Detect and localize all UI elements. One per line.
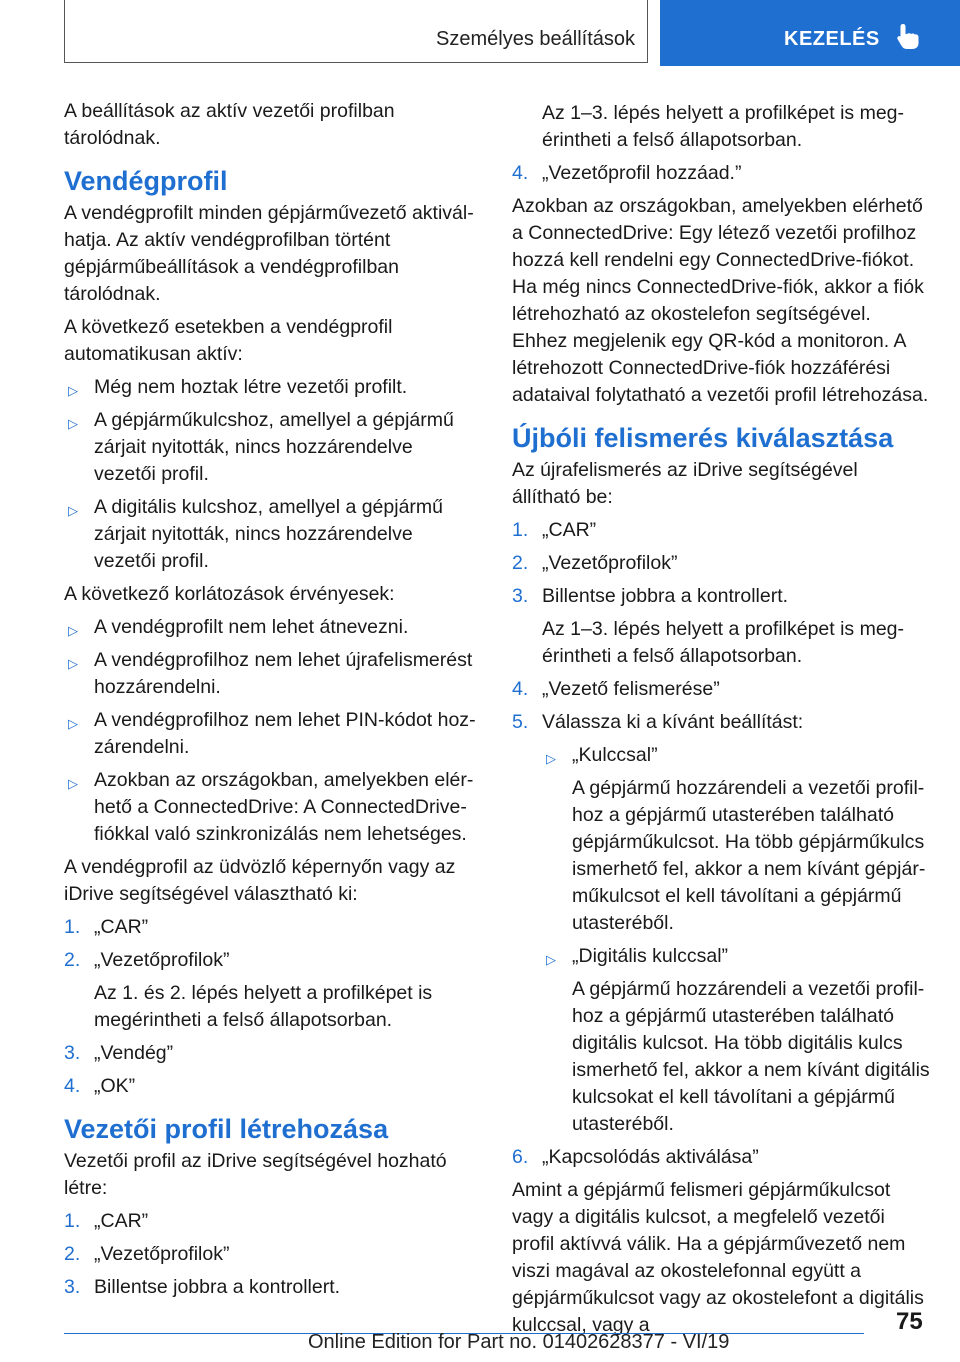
step-item: 6. „Kapcsolódás aktiválása” bbox=[512, 1146, 759, 1168]
chapter-tab bbox=[660, 0, 960, 66]
step-item: 2. „Vezetőprofilok” bbox=[512, 552, 678, 574]
create-step-note: Az 1–3. lépés helyett a profilképet is megérintheti a felső állapotsorban. bbox=[542, 102, 905, 151]
triangle-bullet-icon: ▷ bbox=[68, 383, 78, 398]
triangle-bullet-icon: ▷ bbox=[68, 776, 78, 791]
list-item: ▷ A vendégprofilt nem lehet átnevezni. bbox=[64, 614, 476, 641]
option-desc: A gépjármű hozzárendeli a vezetői profilhoz a gépjármű utasterében található gépjárműkulcsot. Ha több gépjárműkulcs ismerhető fel, akkor a nem kívánt gépjárműkulcsot el kell távolítani a gépjármű utasteréből. bbox=[572, 777, 926, 934]
step-item: 2. „Vezetőprofilok” bbox=[64, 1243, 230, 1265]
connecteddrive-text: Azokban az országokban, amelyekben elérhető a ConnectedDrive: Egy létező vezetői profilhoz hozzá kell rendelni egy ConnectedDrive-fiókot. Ha még nincs ConnectedDrive-fiók, akkor a fiók létrehozható az okostelefon segítségével. Ehhez megjelenik egy QR-kód a monitoron. A létrehozott ConnectedDrive-fiók hozzáférési adataival folytatható a vezetői profil létrehozása. bbox=[512, 195, 929, 406]
select-intro: A vendégprofil az üdvözlő képernyőn vagy az iDrive segítségével választható ki: bbox=[64, 856, 456, 905]
step-item: 1. „CAR” bbox=[64, 1210, 149, 1232]
list-item: ▷ A digitális kulcshoz, amellyel a gépjármű zárjait nyitották, nincs hozzárendelve vezetői profil. bbox=[68, 496, 444, 572]
limits-list bbox=[64, 614, 476, 848]
create-intro: Vezetői profil az iDrive segítségével hozható létre: bbox=[64, 1150, 447, 1199]
page-number: 75 bbox=[896, 1308, 923, 1335]
option-desc: A gépjármű hozzárendeli a vezetői profilhoz a gépjármű utasterében található digitális kulcsot. Ha több digitális kulcs ismerhető fel, akkor a nem kívánt digitális kulcsokat el kell távolítani a gépjármű utasteréből. bbox=[572, 978, 930, 1135]
select-steps bbox=[64, 914, 476, 1100]
guest-profile-text: A vendégprofilt minden gépjárművezető aktiválhatja. Az aktív vendégprofilban történt gépjárműbeállítások a vendégprofilban tárolódnak. bbox=[64, 202, 474, 305]
recognition-intro: Az újrafelismerés az iDrive segítségével állítható be: bbox=[512, 459, 858, 508]
list-item: ▷ A vendégprofilhoz nem lehet újrafelismerést hozzárendelni. bbox=[68, 649, 473, 698]
list-item: ▷ Azokban az országokban, amelyekben elérhető a ConnectedDrive: A ConnectedDrive-fiókkal való szinkronizálás nem lehetséges. bbox=[68, 769, 474, 845]
guest-profile-heading: Vendégprofil bbox=[64, 166, 228, 196]
pointing-hand-icon bbox=[895, 22, 921, 55]
chapter-title: KEZELÉS bbox=[784, 28, 880, 50]
limits-intro: A következő korlátozások érvényesek: bbox=[64, 583, 395, 605]
list-item: ▷ Még nem hoztak létre vezetői profilt. bbox=[64, 374, 476, 401]
recognition-options bbox=[542, 742, 930, 1138]
create-steps bbox=[64, 1208, 476, 1301]
create-steps-cont bbox=[512, 160, 930, 187]
list-item: ▷ A gépjárműkulcshoz, amellyel a gépjármű zárjait nyitották, nincs hozzárendelve vezetői profil. bbox=[68, 409, 454, 485]
option-item: ▷ „Digitális kulccsal” A gépjármű hozzárendeli a vezetői profilhoz a gépjármű utasterében található digitális kulcsot. Ha több digitális kulcs ismerhető fel, akkor a nem kívánt digitális kulcsokat el kell távolítani a gépjármű utasteréből. bbox=[542, 943, 930, 1138]
step-item: 4. „Vezető felismerése” bbox=[512, 678, 720, 700]
right-column bbox=[512, 100, 930, 1345]
step-item: 3. Billentse jobbra a kontrollert. Az 1–3. lépés helyett a profilképet is megérintheti a felső állapotsorban. bbox=[512, 583, 930, 670]
page-header bbox=[0, 0, 960, 66]
step-note: Az 1–3. lépés helyett a profilképet is megérintheti a felső állapotsorban. bbox=[542, 618, 905, 667]
step-item: 2. „Vezetőprofilok” Az 1. és 2. lépés helyett a profilképet is megérintheti a felső állapotsorban. bbox=[64, 947, 476, 1034]
left-column bbox=[64, 98, 476, 1307]
triangle-bullet-icon: ▷ bbox=[68, 416, 78, 431]
step-item: 4. „Vezetőprofil hozzáad.” bbox=[512, 162, 742, 184]
edition-text: Online Edition for Part no. 01402628377 - VI/19 bbox=[308, 1331, 730, 1353]
step-note: Az 1. és 2. lépés helyett a profilképet is megérintheti a felső állapotsorban. bbox=[94, 982, 433, 1031]
triangle-bullet-icon: ▷ bbox=[68, 656, 78, 671]
recognition-heading: Újbóli felismerés kiválasztása bbox=[512, 423, 894, 453]
recognition-steps bbox=[512, 517, 930, 1171]
guest-auto-intro: A következő esetekben a vendégprofil automatikusan aktív: bbox=[64, 316, 393, 365]
triangle-bullet-icon: ▷ bbox=[68, 503, 78, 518]
triangle-bullet-icon: ▷ bbox=[546, 751, 556, 766]
section-title-box bbox=[64, 0, 648, 63]
triangle-bullet-icon: ▷ bbox=[68, 716, 78, 731]
triangle-bullet-icon: ▷ bbox=[546, 952, 556, 967]
create-profile-heading: Vezetői profil létrehozása bbox=[64, 1114, 389, 1144]
step-item: 4. „OK” bbox=[64, 1075, 136, 1097]
intro-text: A beállítások az aktív vezetői profilban tárolódnak. bbox=[64, 100, 395, 149]
step-item: 1. „CAR” bbox=[512, 519, 597, 541]
option-item: ▷ „Kulccsal” A gépjármű hozzárendeli a vezetői profilhoz a gépjármű utasterében található gépjárműkulcsot. Ha több gépjárműkulcs ismerhető fel, akkor a nem kívánt gépjárműkulcsot el kell távolítani a gépjármű utasteréből. bbox=[542, 742, 930, 937]
step-item: 3. Billentse jobbra a kontrollert. bbox=[64, 1276, 341, 1298]
list-item: ▷ A vendégprofilhoz nem lehet PIN-kódot hozzárendelni. bbox=[68, 709, 476, 758]
section-title: Személyes beállítások bbox=[436, 28, 635, 50]
step-item: 1. „CAR” bbox=[64, 916, 149, 938]
step-item: 5. Válassza ki a kívánt beállítást: ▷ „Kulccsal” A gépjármű hozzárendeli a vezetői profilhoz a gépjármű utasterében található gépjárműkulcsot. Ha több gépjárműkulcs ismerhető fel, akkor a nem kívánt gépjárműkulcsot el kell távolítani a gépjármű utasteréből. ▷ „Digitális kulccsal” A gépjármű hozzárendeli a vezetői profilhoz a gépjármű utasterében található digitális kulcsot. Ha több digitális kulcs ismerhető fel, akkor a nem kívánt digitális kulcsokat el kell távolítani a gépjármű utasteréből. bbox=[512, 709, 930, 1138]
step-item: 3. „Vendég” bbox=[64, 1042, 174, 1064]
guest-auto-list bbox=[64, 374, 476, 575]
final-text: Amint a gépjármű felismeri gépjárműkulcsot vagy a digitális kulcsot, a megfelelő vezetői profil aktívvá válik. Ha a gépjárművezető nem viszi magával az okostelefonnal együtt a gépjárműkulcsot vagy az okostelefont a digitális kulccsal, vagy a bbox=[512, 1179, 924, 1336]
triangle-bullet-icon: ▷ bbox=[68, 623, 78, 638]
